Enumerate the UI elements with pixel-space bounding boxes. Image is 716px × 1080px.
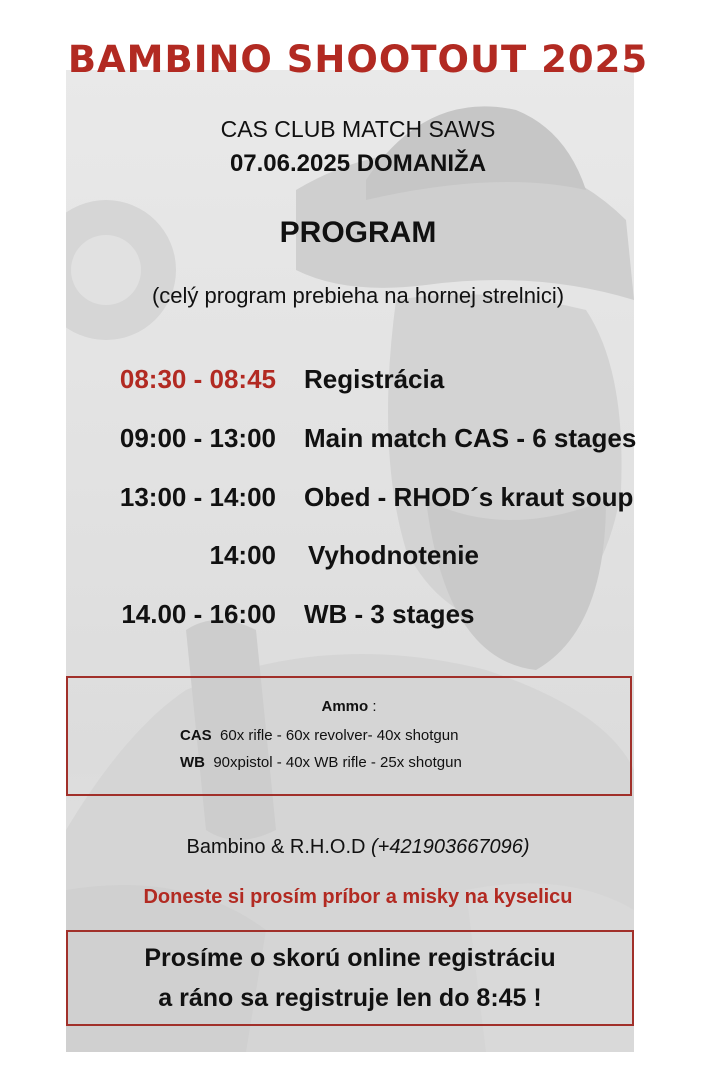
contact-phone: (+421903667096) bbox=[371, 836, 530, 858]
ammo-cas-text: 60x rifle - 60x revolver- 40x shotgun bbox=[220, 727, 459, 744]
ammo-box bbox=[66, 676, 632, 796]
schedule-activity: Vyhodnotenie bbox=[308, 540, 479, 570]
event-date-place: 07.06.2025 DOMANIŽA bbox=[229, 150, 487, 177]
schedule-activity: Obed - RHOD´s kraut soup bbox=[304, 482, 634, 512]
ammo-heading-line bbox=[68, 698, 630, 715]
schedule-time: 13:00 - 14:00 bbox=[119, 482, 276, 512]
ammo-cas-line bbox=[180, 727, 458, 744]
schedule-activity: Main match CAS - 6 stages bbox=[304, 423, 637, 453]
schedule-time: 14.00 - 16:00 bbox=[121, 599, 276, 629]
contact-line bbox=[0, 836, 716, 859]
program-heading: PROGRAM bbox=[279, 216, 437, 249]
schedule-activity: Registrácia bbox=[304, 364, 445, 394]
registration-box bbox=[66, 930, 634, 1026]
ammo-wb-label: WB bbox=[180, 754, 205, 771]
event-title: BAMBINO SHOOTOUT 2025 bbox=[67, 38, 649, 81]
ammo-heading-colon: : bbox=[368, 698, 377, 715]
ammo-wb-line bbox=[180, 754, 462, 771]
ammo-heading: Ammo bbox=[321, 698, 369, 715]
schedule-time: 09:00 - 13:00 bbox=[119, 423, 276, 453]
contact-names: Bambino & R.H.O.D bbox=[186, 836, 372, 858]
ammo-wb-text: 90xpistol - 40x WB rifle - 25x shotgun bbox=[213, 754, 462, 771]
registration-line-2: a ráno sa registruje len do 8:45 ! bbox=[158, 984, 542, 1012]
ammo-cas-label: CAS bbox=[180, 727, 212, 744]
event-subtitle: CAS CLUB MATCH SAWS bbox=[220, 116, 496, 142]
registration-line-1: Prosíme o skorú online registráciu bbox=[144, 944, 556, 972]
bring-note: Doneste si prosím príbor a misky na kyselicu bbox=[143, 886, 573, 908]
schedule-time: 14:00 bbox=[209, 540, 276, 570]
schedule-activity: WB - 3 stages bbox=[304, 599, 475, 629]
program-note: (celý program prebieha na hornej strelnici) bbox=[151, 283, 565, 308]
schedule-time: 08:30 - 08:45 bbox=[119, 364, 276, 394]
